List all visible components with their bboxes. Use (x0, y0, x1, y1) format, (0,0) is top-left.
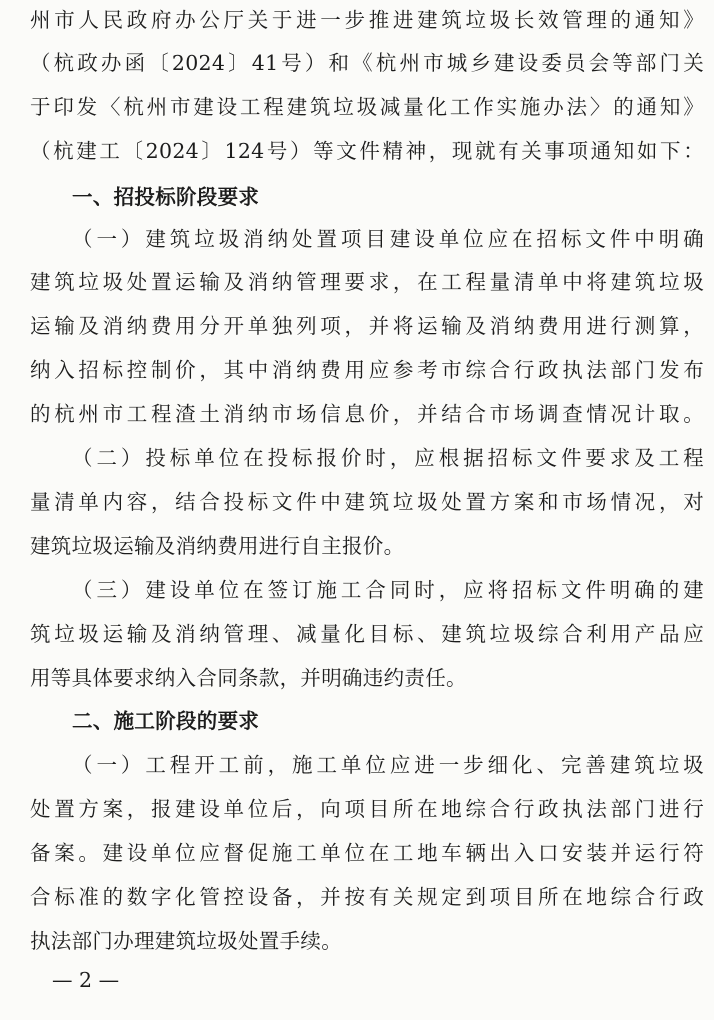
body-line-7: 建筑垃圾处置运输及消纳管理要求，在工程量清单中将建筑垃圾 (30, 270, 704, 294)
body-line-13: 建筑垃圾运输及消纳费用进行自主报价。 (30, 534, 405, 558)
body-line-19: 处置方案，报建设单位后，向项目所在地综合行政执法部门进行 (30, 797, 704, 821)
body-line-11: （二）投标单位在投标报价时，应根据招标文件要求及工程 (72, 446, 704, 470)
body-line-22: 执法部门办理建筑垃圾处置手续。 (30, 929, 342, 953)
body-line-9: 纳入招标控制价，其中消纳费用应参考市综合行政执法部门发布 (30, 358, 704, 382)
body-line-16: 用等具体要求纳入合同条款，并明确违约责任。 (30, 666, 467, 690)
body-line-18: （一）工程开工前，施工单位应进一步细化、完善建筑垃圾 (72, 753, 704, 777)
body-line-2: （杭政办函〔2024〕41号）和《杭州市城乡建设委员会等部门关 (30, 51, 704, 75)
body-line-14: （三）建设单位在签订施工合同时，应将招标文件明确的建 (72, 578, 704, 602)
body-line-12: 量清单内容，结合投标文件中建筑垃圾处置方案和市场情况，对 (30, 490, 704, 514)
section-heading-1: 一、招投标阶段要求 (72, 185, 260, 209)
body-line-3: 于印发〈杭州市建设工程建筑垃圾减量化工作实施办法〉的通知》 (30, 95, 704, 119)
body-line-8: 运输及消纳费用分开单独列项，并将运输及消纳费用进行测算， (30, 314, 704, 338)
body-line-6: （一）建筑垃圾消纳处置项目建设单位应在招标文件中明确 (72, 227, 704, 251)
body-line-21: 合标准的数字化管控设备，并按有关规定到项目所在地综合行政 (30, 885, 704, 909)
body-line-4: （杭建工〔2024〕124号）等文件精神，现就有关事项通知如下： (30, 139, 704, 163)
body-line-20: 备案。建设单位应督促施工单位在工地车辆出入口安装并运行符 (30, 841, 704, 865)
page-number: — 2 — (52, 968, 120, 992)
body-line-1: 州市人民政府办公厅关于进一步推进建筑垃圾长效管理的通知》 (30, 8, 704, 32)
body-line-10: 的杭州市工程渣土消纳市场信息价，并结合市场调查情况计取。 (30, 402, 704, 426)
section-heading-2: 二、施工阶段的要求 (72, 709, 260, 733)
body-line-15: 筑垃圾运输及消纳管理、减量化目标、建筑垃圾综合利用产品应 (30, 622, 704, 646)
